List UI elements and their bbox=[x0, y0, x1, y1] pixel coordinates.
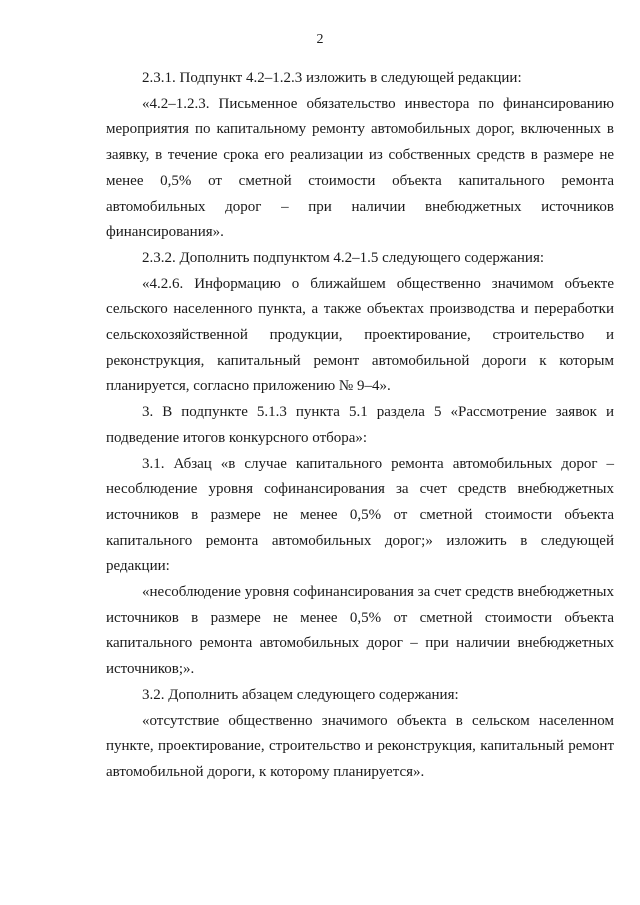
paragraph-2-3-2: 2.3.2. Дополнить подпунктом 4.2–1.5 следующего содержания: bbox=[142, 249, 545, 266]
page-number: 2 bbox=[316, 32, 324, 47]
paragraph-4-2-6-text: «4.2.6. Информацию о ближайшем общественно значимом объекте сельского населенного пункта, а также объектах производства и переработки сельскохозяйственной продукции, проектирование, строительство и реконструкция, капитальный ремонт автомобильной дороги к которым планируется, согласно приложению № 9–4». bbox=[106, 275, 614, 395]
paragraph-3: 3. В подпункте 5.1.3 пункта 5.1 раздела 5 «Рассмотрение заявок и подведение итогов конкурсного отбора»: bbox=[106, 404, 614, 446]
paragraph-2-3-1: 2.3.1. Подпункт 4.2–1.2.3 изложить в следующей редакции: bbox=[142, 70, 522, 86]
paragraph-3-2-new-text: «отсутствие общественно значимого объекта в сельском населенном пункте, проектирование, строительство и реконструкция, капитальный ремонт автомобильной дороги, к которому планируется». bbox=[106, 712, 614, 780]
paragraph-3-1-new-text: «несоблюдение уровня софинансирования за счет средств внебюджетных источников в размере не менее 0,5% от сметной стоимости объекта капитального ремонта автомобильных дорог – при наличии внебюджетных источников;». bbox=[106, 584, 614, 678]
document-body bbox=[106, 66, 614, 786]
paragraph-4-2-1-2-3-text: «4.2–1.2.3. Письменное обязательство инвестора по финансированию мероприятия по капитальному ремонту автомобильных дорог, включенных в заявку, в течение срока его реализации из собственных средств в размере не менее 0,5% от сметной стоимости объекта капитального ремонта автомобильных дорог – при наличии внебюджетных источников финансирования». bbox=[106, 95, 614, 241]
paragraph-3-2: 3.2. Дополнить абзацем следующего содержания: bbox=[142, 686, 459, 703]
paragraph-3-1: 3.1. Абзац «в случае капитального ремонта автомобильных дорог – несоблюдение уровня софинансирования за счет средств внебюджетных источников в размере не менее 0,5% от сметной стоимости объекта капитального ремонта автомобильных дорог;» изложить в следующей редакции: bbox=[106, 455, 614, 575]
